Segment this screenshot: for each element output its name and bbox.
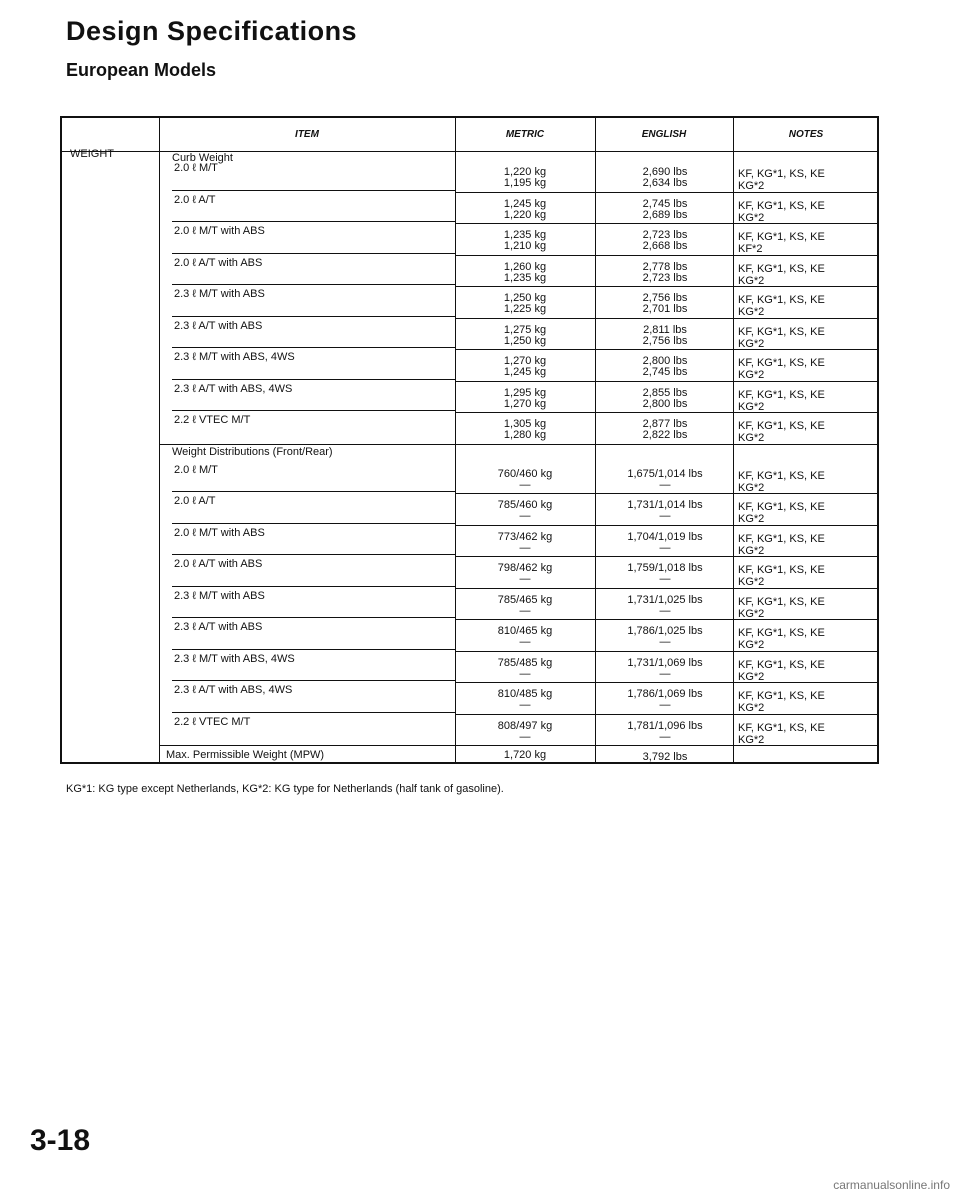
english-value: 2,723 lbs [642, 271, 688, 284]
english-value: — [659, 510, 671, 522]
footnote: KG*1: KG type except Netherlands, KG*2: KG type for Netherlands (half tank of gasoline). [66, 783, 504, 795]
notes-value: KG*2 [738, 733, 765, 746]
metric-value: 1,220 kg [503, 166, 547, 178]
metric-value: 798/462 kg [497, 562, 553, 574]
english-value: 2,811 lbs [643, 323, 687, 336]
row-divider [455, 318, 879, 319]
notes-value: KF, KG*1, KS, KE [738, 231, 825, 243]
notes-value: KF, KG*1, KS, KE [738, 627, 825, 639]
notes-value: KF, KG*1, KS, KE [738, 658, 825, 671]
row-divider [172, 410, 455, 411]
max-weight-metric: 1,720 kg [503, 749, 547, 761]
row-divider [172, 617, 455, 618]
notes-value: KG*2 [738, 369, 765, 381]
metric-value: 808/497 kg [497, 719, 553, 732]
english-value: — [659, 604, 671, 617]
metric-value: 1,210 kg [503, 240, 547, 252]
notes-value: KF, KG*1, KS, KE [738, 595, 825, 608]
english-value: 1,731/1,069 lbs [627, 656, 703, 669]
english-value: — [659, 636, 671, 648]
row-divider [172, 680, 455, 681]
english-value: — [659, 478, 671, 491]
metric-value: 1,195 kg [503, 177, 547, 189]
section-label: Weight Distributions (Front/Rear) [172, 445, 333, 458]
notes-value: KG*2 [738, 544, 765, 557]
english-value: 2,756 lbs [642, 334, 688, 347]
notes-value: KF, KG*1, KS, KE [738, 388, 825, 401]
row-item-label: 2.0 ℓ A/T with ABS [174, 256, 263, 269]
notes-value: KF, KG*1, KS, KE [738, 199, 825, 212]
section-label: Curb Weight [172, 152, 233, 164]
row-divider [455, 381, 879, 382]
notes-value: KF, KG*1, KS, KE [738, 168, 825, 180]
english-value: 2,756 lbs [642, 292, 688, 304]
row-item-label: 2.0 ℓ A/T [174, 495, 216, 507]
notes-value: KG*2 [738, 274, 765, 287]
english-value: 2,701 lbs [642, 303, 688, 315]
english-value: — [659, 699, 671, 711]
row-divider [455, 525, 879, 526]
english-value: 2,723 lbs [642, 229, 688, 241]
metric-value: 1,270 kg [503, 397, 547, 410]
english-value: — [659, 541, 671, 554]
notes-value: KF*2 [738, 243, 763, 255]
watermark-url: carmanualsonline.info [833, 1178, 950, 1192]
row-divider [172, 712, 455, 713]
english-value: — [659, 730, 671, 743]
max-weight-english: 3,792 lbs [642, 751, 688, 763]
notes-value: KG*2 [738, 180, 765, 192]
english-value: 2,877 lbs [642, 418, 688, 430]
row-item-label: 2.3 ℓ M/T with ABS, 4WS [174, 652, 295, 665]
row-divider [172, 554, 455, 555]
notes-value: KG*2 [738, 306, 765, 318]
metric-value: 1,280 kg [503, 429, 547, 441]
header-notes: NOTES [788, 129, 824, 140]
metric-value: — [519, 699, 531, 711]
row-item-label: 2.3 ℓ A/T with ABS, 4WS [174, 684, 293, 696]
row-divider [455, 714, 879, 715]
notes-value: KG*2 [738, 670, 765, 683]
metric-value: 1,250 kg [503, 334, 547, 347]
row-divider [455, 412, 879, 413]
spec-table [60, 116, 879, 764]
row-item-label: 2.3 ℓ M/T with ABS, 4WS [174, 351, 295, 363]
row-divider [172, 491, 455, 492]
row-item-label: 2.0 ℓ A/T [174, 193, 216, 206]
notes-value: KG*2 [738, 432, 765, 444]
english-value: 1,731/1,014 lbs [627, 499, 703, 511]
metric-value: 1,295 kg [503, 386, 547, 399]
metric-value: 810/485 kg [497, 688, 553, 700]
metric-value: 1,275 kg [503, 323, 547, 336]
row-divider [172, 190, 455, 191]
row-item-label: 2.3 ℓ M/T with ABS [174, 589, 265, 602]
page-title: Design Specifications [66, 16, 358, 46]
notes-value: KF, KG*1, KS, KE [738, 262, 825, 275]
header-item: ITEM [295, 129, 319, 140]
metric-value: 785/465 kg [497, 593, 553, 606]
metric-value: 785/460 kg [497, 499, 553, 511]
english-value: — [659, 667, 671, 680]
notes-value: KG*2 [738, 607, 765, 620]
english-value: 2,690 lbs [642, 166, 688, 178]
metric-value: 1,235 kg [503, 229, 547, 241]
metric-value: 1,270 kg [503, 355, 547, 367]
row-item-label: 2.3 ℓ A/T with ABS [174, 621, 263, 633]
row-divider [172, 586, 455, 587]
metric-value: 1,220 kg [503, 208, 547, 221]
page-subtitle: European Models [66, 60, 217, 80]
row-item-label: 2.3 ℓ M/T with ABS [174, 288, 265, 300]
section-divider [159, 444, 879, 445]
row-item-label: 2.0 ℓ M/T [174, 162, 218, 174]
english-value: 1,704/1,019 lbs [627, 530, 703, 543]
notes-value: KG*2 [738, 211, 765, 224]
metric-value: — [519, 478, 531, 491]
notes-value: KF, KG*1, KS, KE [738, 690, 825, 702]
english-value: 2,745 lbs [642, 366, 688, 378]
row-divider [455, 619, 879, 620]
row-divider [172, 649, 455, 650]
category-weight: WEIGHT [70, 148, 114, 160]
english-value: 1,675/1,014 lbs [627, 467, 703, 480]
notes-value: KF, KG*1, KS, KE [738, 469, 825, 482]
row-divider [455, 349, 879, 350]
section-divider [159, 745, 879, 746]
notes-value: KF, KG*1, KS, KE [738, 294, 825, 306]
metric-value: — [519, 604, 531, 617]
english-value: 2,855 lbs [642, 386, 688, 399]
english-value: 2,800 lbs [642, 355, 688, 367]
metric-value: 1,245 kg [503, 197, 547, 210]
metric-value: — [519, 636, 531, 648]
row-divider [455, 223, 879, 224]
notes-value: KF, KG*1, KS, KE [738, 721, 825, 734]
metric-value: 1,260 kg [503, 260, 547, 273]
notes-value: KG*2 [738, 481, 765, 494]
notes-value: KF, KG*1, KS, KE [738, 532, 825, 545]
row-item-label: 2.0 ℓ M/T [174, 463, 218, 476]
metric-value: 773/462 kg [497, 530, 553, 543]
notes-value: KF, KG*1, KS, KE [738, 501, 825, 513]
row-divider [455, 556, 879, 557]
english-value: 1,759/1,018 lbs [627, 562, 703, 574]
row-divider [455, 286, 879, 287]
row-divider [172, 316, 455, 317]
english-value: — [659, 573, 671, 585]
metric-value: 1,305 kg [503, 418, 547, 430]
row-divider [172, 221, 455, 222]
header-english: ENGLISH [641, 129, 687, 140]
notes-value: KG*2 [738, 702, 765, 714]
metric-value: 760/460 kg [497, 467, 553, 480]
row-divider [172, 253, 455, 254]
row-item-label: 2.0 ℓ M/T with ABS [174, 526, 265, 539]
row-item-label: 2.3 ℓ A/T with ABS [174, 319, 263, 332]
english-value: 2,800 lbs [642, 397, 688, 410]
notes-value: KG*2 [738, 639, 765, 651]
row-item-label: 2.2 ℓ VTEC M/T [174, 414, 251, 426]
english-value: 1,786/1,025 lbs [627, 625, 703, 637]
metric-value: — [519, 730, 531, 743]
row-item-label: 2.3 ℓ A/T with ABS, 4WS [174, 382, 293, 395]
max-weight-label: Max. Permissible Weight (MPW) [166, 749, 325, 761]
metric-value: 810/465 kg [497, 625, 553, 637]
row-divider [455, 651, 879, 652]
row-divider [172, 523, 455, 524]
metric-value: 785/485 kg [497, 656, 553, 669]
notes-value: KG*2 [738, 576, 765, 588]
english-value: 2,689 lbs [642, 208, 688, 221]
english-value: 2,778 lbs [642, 260, 688, 273]
row-item-label: 2.0 ℓ A/T with ABS [174, 558, 263, 570]
english-value: 2,822 lbs [642, 429, 688, 441]
metric-value: 1,225 kg [503, 303, 547, 315]
english-value: 2,634 lbs [642, 177, 688, 189]
metric-value: 1,250 kg [503, 292, 547, 304]
row-divider [455, 682, 879, 683]
metric-value: — [519, 573, 531, 585]
notes-value: KG*2 [738, 400, 765, 413]
english-value: 2,745 lbs [642, 197, 688, 210]
metric-value: — [519, 541, 531, 554]
row-divider [172, 284, 455, 285]
row-divider [455, 588, 879, 589]
header-metric: METRIC [505, 129, 545, 140]
notes-value: KF, KG*1, KS, KE [738, 564, 825, 576]
metric-value: — [519, 667, 531, 680]
english-value: 1,786/1,069 lbs [627, 688, 703, 700]
metric-value: 1,235 kg [503, 271, 547, 284]
notes-value: KF, KG*1, KS, KE [738, 357, 825, 369]
row-divider [172, 347, 455, 348]
row-divider [172, 379, 455, 380]
page-number: 3-18 [30, 1124, 91, 1157]
row-item-label: 2.0 ℓ M/T with ABS [174, 225, 265, 237]
metric-value: — [519, 510, 531, 522]
row-item-label: 2.2 ℓ VTEC M/T [174, 715, 251, 728]
notes-value: KG*2 [738, 337, 765, 350]
row-divider [455, 493, 879, 494]
row-divider [455, 192, 879, 193]
row-divider [455, 255, 879, 256]
notes-value: KG*2 [738, 513, 765, 525]
notes-value: KF, KG*1, KS, KE [738, 420, 825, 432]
english-value: 1,781/1,096 lbs [627, 719, 703, 732]
metric-value: 1,245 kg [503, 366, 547, 378]
column-divider [159, 118, 160, 762]
english-value: 2,668 lbs [642, 240, 688, 252]
english-value: 1,731/1,025 lbs [627, 593, 703, 606]
notes-value: KF, KG*1, KS, KE [738, 325, 825, 338]
